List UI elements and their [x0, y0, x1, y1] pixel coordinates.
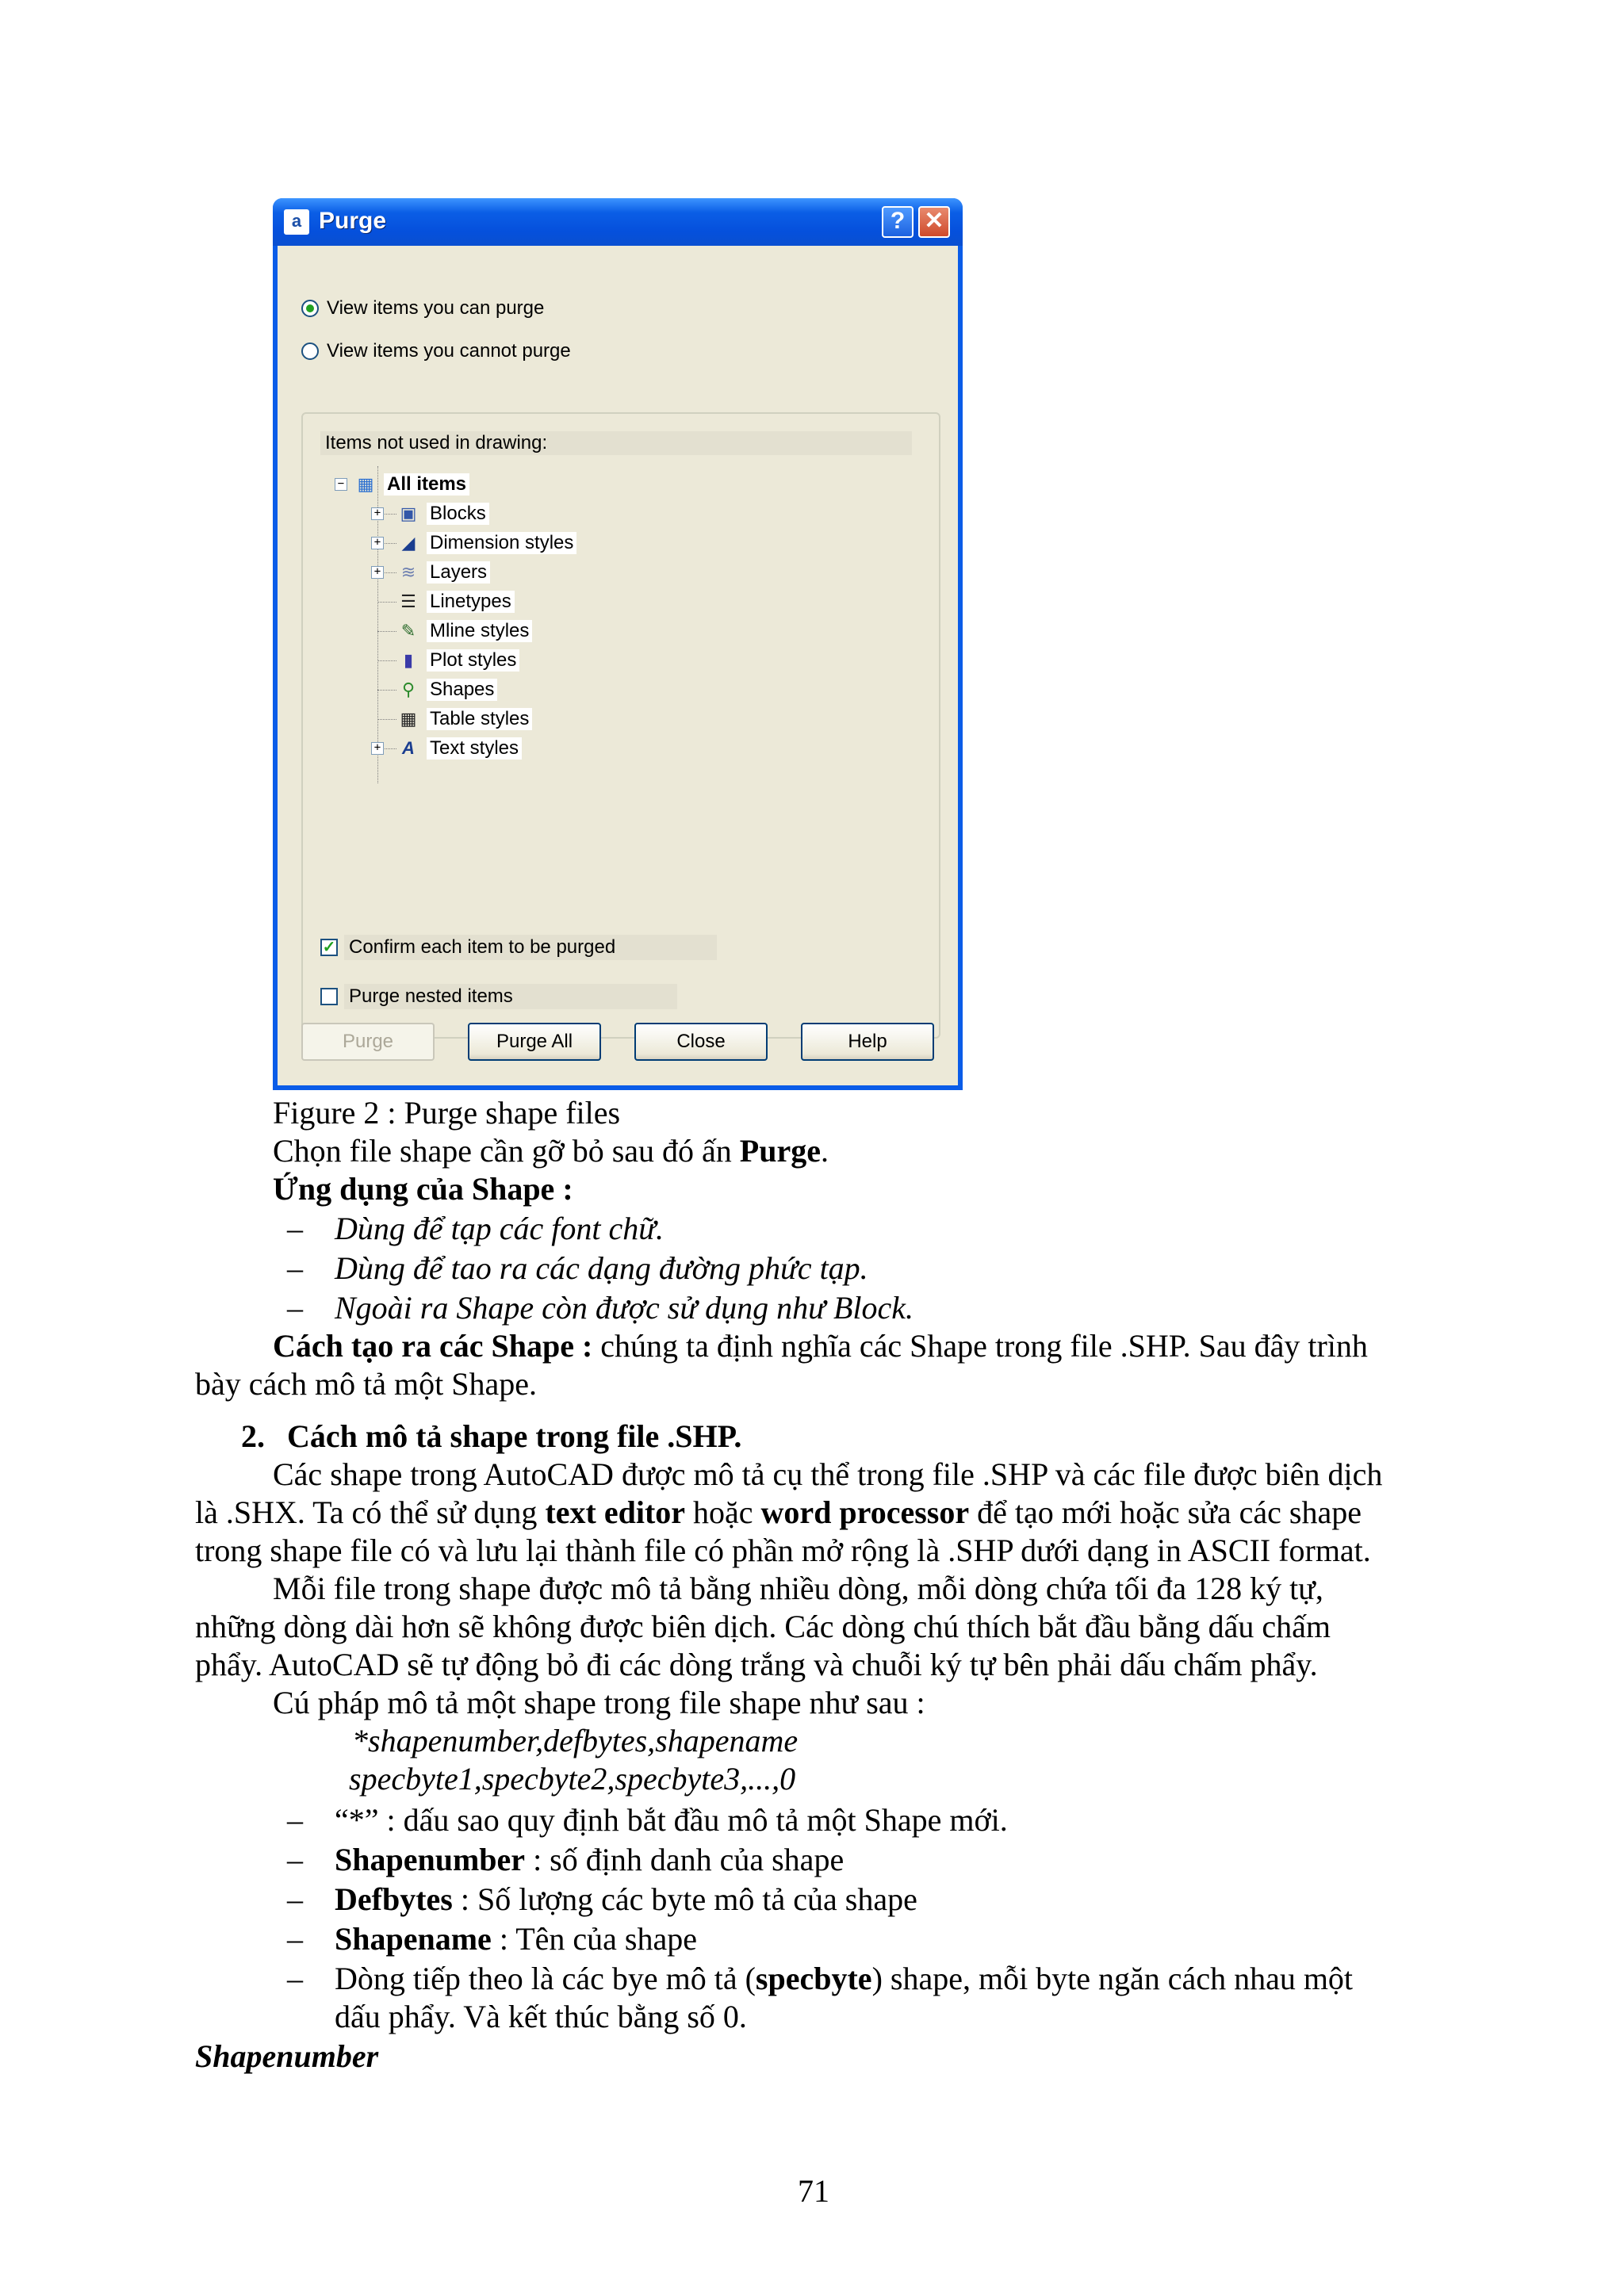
radio-view-cannot-purge-label: View items you cannot purge [327, 340, 571, 362]
paragraph-line: Mỗi file trong shape được mô tả bằng nhiều dòng, mỗi dòng chứa tối đa 128 ký tự, [273, 1571, 1323, 1606]
bullet-dash: – [287, 1961, 303, 1996]
page-number: 71 [798, 2173, 829, 2209]
tree-connector [377, 690, 396, 691]
checkbox-checked-icon[interactable]: ✓ [320, 939, 338, 956]
bullet-item: Dùng để tạp các font chữ. [335, 1211, 665, 1246]
paragraph-line: Các shape trong AutoCAD được mô tả cụ thể trong file .SHP và các file được biên dịch [273, 1456, 1383, 1492]
tree-item-mline-styles[interactable]: ✎ Mline styles [396, 618, 532, 645]
tree-item-table-styles[interactable]: ▦ Table styles [396, 706, 532, 733]
purge-button[interactable]: Purge [301, 1023, 435, 1061]
section-number: 2. [241, 1418, 265, 1454]
collapse-icon[interactable]: − [335, 478, 347, 491]
subheading-shapenumber: Shapenumber [195, 2038, 379, 2074]
text-styles-icon: A [402, 738, 415, 758]
close-button[interactable]: Close [634, 1023, 768, 1061]
tree-item-dimension-styles[interactable]: ◢ Dimension styles [396, 530, 576, 557]
tree-connector [377, 660, 396, 661]
tree-item-plot-styles[interactable]: ▮ Plot styles [396, 647, 519, 674]
paragraph-line: là .SHX. Ta có thể sử dụng text editor hoặc word processor để tạo mới hoặc sửa các shape [195, 1494, 1362, 1530]
tree-connector [377, 631, 396, 632]
bullet-item: Shapenumber : số định danh của shape [335, 1842, 845, 1877]
syntax-line: *shapenumber,defbytes,shapename [352, 1723, 799, 1758]
paragraph-line: phẩy. AutoCAD sẽ tự động bỏ đi các dòng trắng và chuỗi ký tự bên phải dấu chấm phẩy. [195, 1647, 1318, 1682]
expand-icon[interactable]: + [371, 566, 384, 579]
bullet-item: Dùng để tao ra các dạng đường phức tạp. [335, 1250, 868, 1286]
radio-unselected-icon[interactable] [301, 342, 319, 360]
tree-item-text-styles[interactable]: A Text styles [396, 735, 522, 762]
radio-view-can-purge[interactable] [301, 295, 544, 322]
shapes-icon: ⚲ [401, 679, 416, 699]
bullet-dash: – [287, 1881, 303, 1917]
all-items-icon: ▦ [357, 474, 374, 494]
help-icon[interactable]: ? [882, 206, 914, 238]
bullet-dash: – [287, 1211, 303, 1246]
dimension-styles-icon: ◢ [401, 533, 416, 553]
bullet-dash: – [287, 1290, 303, 1326]
tree-item-linetypes[interactable]: ☰ Linetypes [396, 588, 515, 615]
expand-icon[interactable]: + [371, 507, 384, 520]
paragraph-line: trong shape file có và lưu lại thành file có phần mở rộng là .SHP dưới dạng in ASCII format. [195, 1533, 1371, 1568]
paragraph-line: những dòng dài hơn sẽ không được biên dịch. Các dòng chú thích bắt đầu bằng dấu chấm [195, 1609, 1331, 1644]
radio-selected-icon[interactable] [301, 300, 319, 317]
help-button[interactable]: Help [801, 1023, 934, 1061]
paragraph-line: bày cách mô tả một Shape. [195, 1366, 537, 1402]
radio-view-cannot-purge[interactable] [301, 338, 571, 365]
purge-dialog [273, 198, 963, 1090]
bullet-dash: – [287, 1802, 303, 1838]
table-styles-icon: ▦ [400, 709, 417, 729]
expand-icon[interactable]: + [371, 742, 384, 755]
tree-connector [377, 719, 396, 720]
bullet-item: Dòng tiếp theo là các bye mô tả (specbyte) shape, mỗi byte ngăn cách nhau một [335, 1961, 1354, 1996]
radio-view-can-purge-label: View items you can purge [327, 297, 545, 319]
purge-nested-items-checkbox[interactable]: Purge nested items [320, 983, 677, 1010]
bullet-item: Shapename : Tên của shape [335, 1921, 697, 1957]
dialog-titlebar[interactable] [273, 198, 963, 246]
dialog-title: Purge [319, 208, 387, 234]
bullet-item: Defbytes : Số lượng các byte mô tả của shape [335, 1881, 917, 1917]
mline-styles-icon: ✎ [400, 621, 416, 641]
tree-item-layers[interactable]: ≋ Layers [396, 559, 490, 586]
purge-all-button[interactable]: Purge All [468, 1023, 601, 1061]
syntax-line: specbyte1,specbyte2,specbyte3,...,0 [349, 1761, 796, 1797]
tree-item-blocks[interactable]: ▣ Blocks [396, 500, 489, 527]
bullet-item: Ngoài ra Shape còn được sử dụng như Block. [335, 1290, 914, 1326]
paragraph-line: Cú pháp mô tả một shape trong file shape như sau : [273, 1685, 925, 1720]
expand-icon[interactable]: + [371, 537, 384, 549]
figure-caption: Figure 2 : Purge shape files [273, 1095, 621, 1131]
paragraph-line: Cách tạo ra các Shape : chúng ta định nghĩa các Shape trong file .SHP. Sau đây trình [273, 1328, 1368, 1364]
checkbox-unchecked-icon[interactable] [320, 988, 338, 1005]
bullet-dash: – [287, 1250, 303, 1286]
close-icon[interactable]: ✕ [918, 206, 950, 238]
confirm-each-item-checkbox[interactable]: ✓ Confirm each item to be purged [320, 934, 717, 961]
section-title: Cách mô tả shape trong file .SHP. [287, 1418, 742, 1454]
bullet-dash: – [287, 1921, 303, 1957]
blocks-icon: ▣ [400, 503, 417, 523]
paragraph-line: Chọn file shape cần gỡ bỏ sau đó ấn Purge. [273, 1133, 829, 1169]
layers-icon: ≋ [400, 562, 416, 582]
plot-styles-icon: ▮ [403, 650, 414, 670]
tree-root-all-items[interactable]: ▦ All items [354, 471, 469, 498]
dialog-client [278, 246, 958, 1085]
items-group [301, 412, 940, 1039]
bullet-item-continuation: dấu phẩy. Và kết thúc bằng số 0. [335, 1999, 747, 2034]
tree-connector [377, 602, 396, 603]
bullet-item: “*” : dấu sao quy định bắt đầu mô tả một Shape mới. [335, 1802, 1008, 1838]
tree-item-shapes[interactable]: ⚲ Shapes [396, 676, 497, 703]
heading-shape-applications: Ứng dụng của Shape : [273, 1171, 573, 1207]
group-label: Items not used in drawing: [320, 431, 912, 455]
bullet-dash: – [287, 1842, 303, 1877]
autocad-app-icon: a [284, 209, 309, 235]
linetypes-icon: ☰ [400, 591, 416, 611]
